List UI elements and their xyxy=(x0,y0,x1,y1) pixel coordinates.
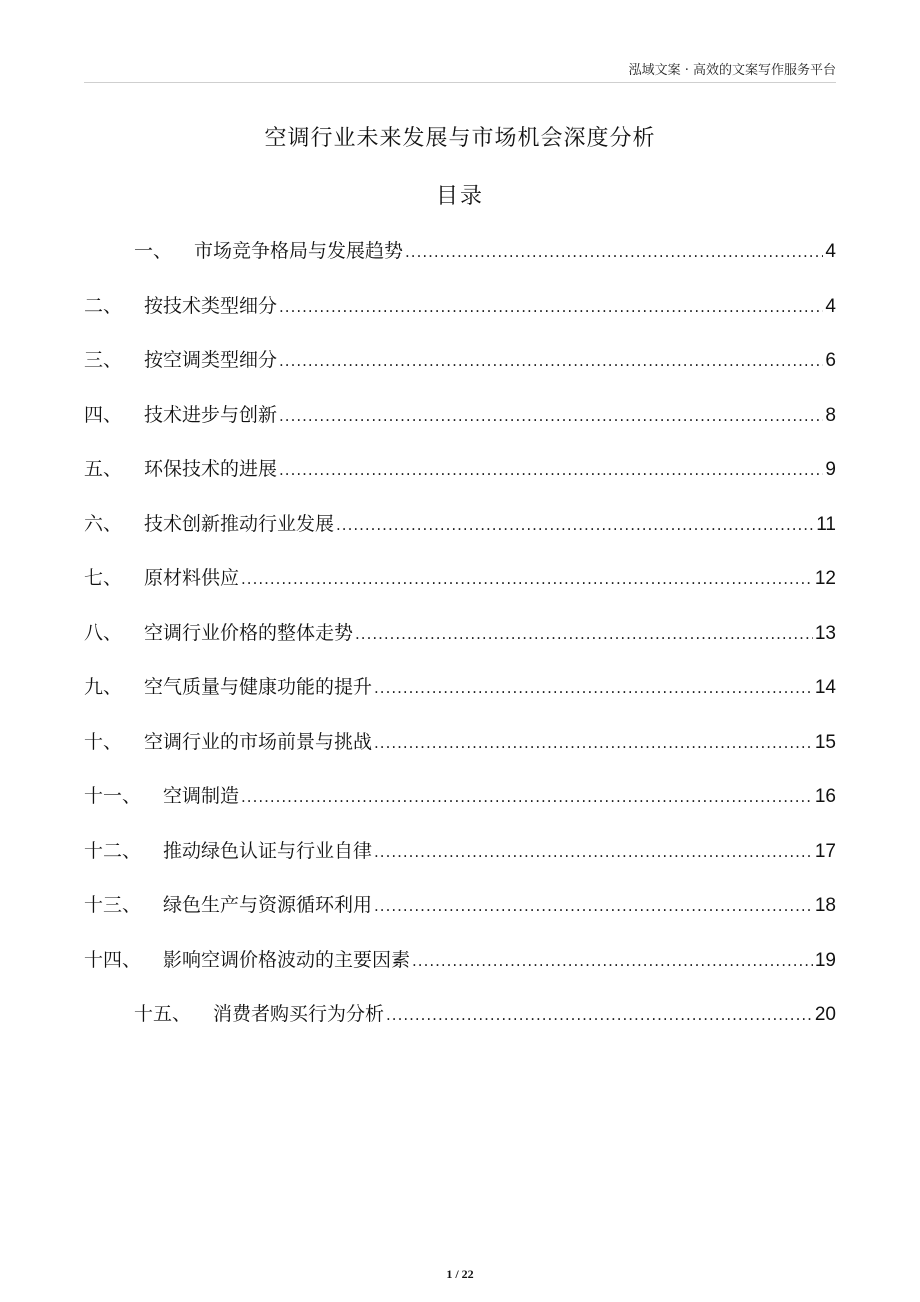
toc-entry-page: 11 xyxy=(816,513,836,535)
toc-dot-leader xyxy=(279,453,823,487)
toc-entry-page: 18 xyxy=(814,895,836,916)
toc-entry-number: 四、 xyxy=(84,403,123,426)
toc-entry[interactable] xyxy=(84,507,836,562)
toc-entry-page: 4 xyxy=(825,241,836,262)
toc-heading: 目录 xyxy=(435,184,484,209)
toc-entry-title: 空气质量与健康功能的提升 xyxy=(144,676,373,698)
toc-entry-number: 六、 xyxy=(84,512,123,535)
toc-entry-title: 推动绿色认证与行业自律 xyxy=(163,839,373,862)
toc-entry-number: 十一、 xyxy=(84,785,142,807)
toc-entry[interactable] xyxy=(84,398,836,453)
toc-entry-title: 技术创新推动行业发展 xyxy=(144,512,335,535)
header-divider xyxy=(84,82,836,83)
toc-entry-page: 13 xyxy=(814,622,836,644)
toc-entry-title: 空调制造 xyxy=(163,785,240,807)
toc-entry-number: 十二、 xyxy=(84,839,142,862)
toc-entry-title: 消费者购买行为分析 xyxy=(213,1003,385,1025)
toc-dot-leader xyxy=(336,508,814,542)
table-of-contents xyxy=(84,234,836,1052)
toc-dot-leader xyxy=(279,344,823,378)
toc-dot-leader xyxy=(355,617,813,651)
toc-entry-page: 6 xyxy=(825,350,836,371)
toc-entry[interactable] xyxy=(84,234,836,289)
document-title: 空调行业未来发展与市场机会深度分析 xyxy=(264,126,656,151)
toc-entry-number: 十四、 xyxy=(84,948,142,971)
toc-entry-number: 一、 xyxy=(134,240,173,262)
toc-dot-leader xyxy=(279,290,823,324)
toc-entry[interactable] xyxy=(84,997,836,1052)
toc-entry-page: 20 xyxy=(814,1004,836,1025)
toc-entry-number: 二、 xyxy=(84,294,123,317)
toc-entry-title: 影响空调价格波动的主要因素 xyxy=(163,948,411,971)
toc-dot-leader xyxy=(241,562,813,596)
toc-entry-page: 12 xyxy=(814,568,836,589)
toc-entry[interactable] xyxy=(84,725,836,780)
toc-entry[interactable] xyxy=(84,452,836,507)
toc-entry-title: 市场竞争格局与发展趋势 xyxy=(194,240,404,262)
toc-dot-leader xyxy=(374,889,813,923)
toc-entry-title: 按技术类型细分 xyxy=(144,294,278,317)
toc-entry-number: 七、 xyxy=(84,567,123,589)
toc-entry-title: 环保技术的进展 xyxy=(144,458,278,480)
toc-entry[interactable] xyxy=(84,289,836,344)
toc-entry[interactable] xyxy=(84,834,836,889)
toc-entry-title: 绿色生产与资源循环利用 xyxy=(163,894,373,916)
toc-entry-number: 八、 xyxy=(84,621,123,644)
toc-entry-page: 14 xyxy=(814,677,836,698)
toc-entry-page: 16 xyxy=(814,786,836,807)
toc-entry-page: 9 xyxy=(825,459,836,480)
toc-entry[interactable] xyxy=(84,616,836,671)
toc-entry-page: 4 xyxy=(825,295,836,317)
toc-entry-number: 十三、 xyxy=(84,894,142,916)
toc-dot-leader xyxy=(241,780,813,814)
toc-entry-page: 15 xyxy=(814,731,836,753)
toc-entry-title: 技术进步与创新 xyxy=(144,403,278,426)
toc-dot-leader xyxy=(405,235,823,269)
toc-entry-number: 十、 xyxy=(84,730,123,753)
toc-entry-number: 十五、 xyxy=(134,1003,192,1025)
toc-dot-leader xyxy=(374,671,813,705)
toc-entry[interactable] xyxy=(84,888,836,943)
toc-entry-page: 17 xyxy=(814,840,836,862)
toc-entry[interactable] xyxy=(84,343,836,398)
toc-dot-leader xyxy=(412,944,813,978)
toc-dot-leader xyxy=(279,399,823,433)
toc-entry-title: 原材料供应 xyxy=(144,567,240,589)
toc-dot-leader xyxy=(374,726,813,760)
toc-entry[interactable] xyxy=(84,779,836,834)
toc-entry[interactable] xyxy=(84,943,836,998)
toc-entry-title: 空调行业的市场前景与挑战 xyxy=(144,730,373,753)
toc-entry-title: 空调行业价格的整体走势 xyxy=(144,621,354,644)
toc-entry-number: 三、 xyxy=(84,349,123,371)
toc-dot-leader xyxy=(374,835,813,869)
toc-entry[interactable] xyxy=(84,561,836,616)
toc-entry-number: 五、 xyxy=(84,458,123,480)
page-number-footer: 1 / 22 xyxy=(446,1267,474,1281)
toc-entry-page: 8 xyxy=(825,404,836,426)
toc-entry-title: 按空调类型细分 xyxy=(144,349,278,371)
toc-entry-number: 九、 xyxy=(84,676,123,698)
toc-dot-leader xyxy=(386,998,813,1032)
toc-entry[interactable] xyxy=(84,670,836,725)
header-brand: 泓域文案 · 高效的文案写作服务平台 xyxy=(628,63,836,78)
toc-entry-page: 19 xyxy=(814,949,836,971)
